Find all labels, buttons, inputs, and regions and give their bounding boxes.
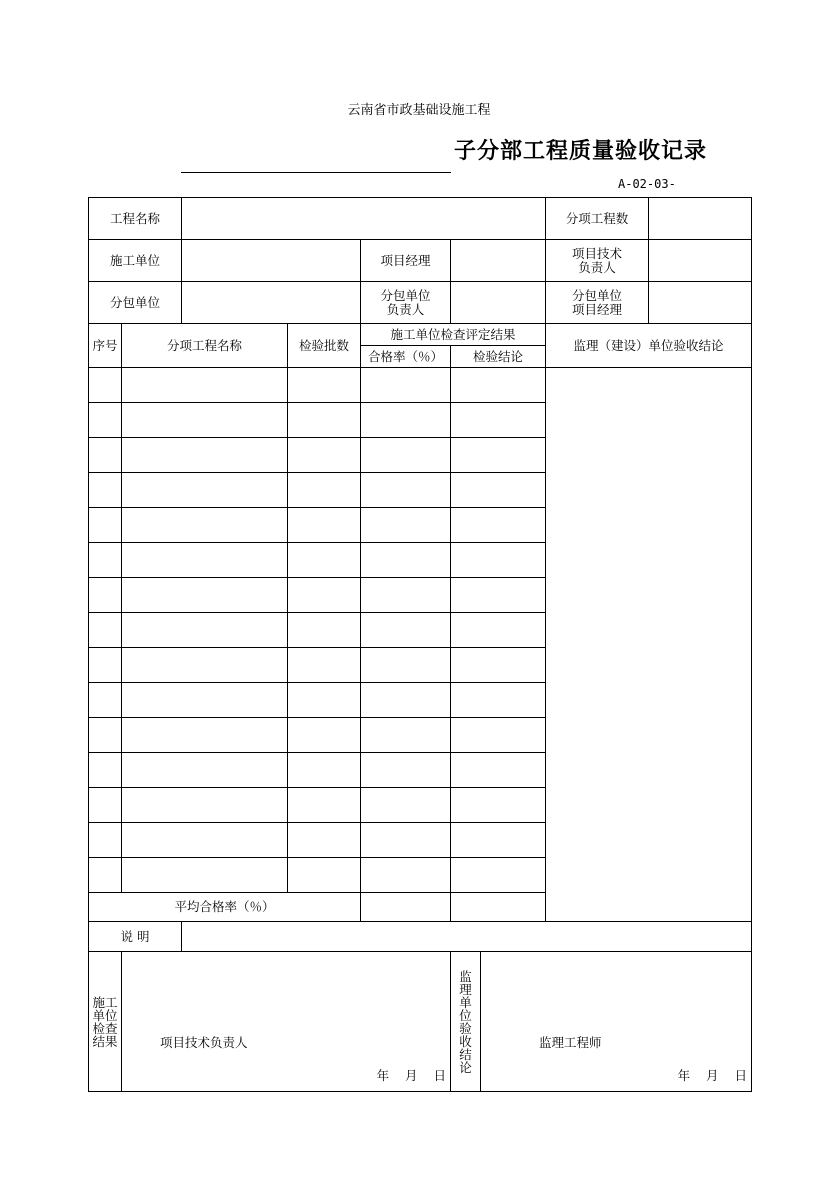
tech-lead-label [546,240,649,282]
document-subtitle: 云南省市政基础设施工程 [347,103,491,118]
row-pass-rate-cell[interactable] [361,403,451,438]
row-no-cell[interactable] [89,578,122,613]
row-batches-cell[interactable] [288,438,361,473]
row-conclusion-cell[interactable] [451,718,546,753]
row-pass-rate-cell[interactable] [361,438,451,473]
notes-label: 说 明 [89,922,182,952]
sub-lead-label [361,282,451,324]
row-no-cell[interactable] [89,403,122,438]
row-conclusion-cell[interactable] [451,473,546,508]
supervision-signoff-wrapper [451,952,752,1092]
row-conclusion-cell[interactable] [451,578,546,613]
row-item-cell[interactable] [122,508,288,543]
supervision-signoff-area[interactable] [481,952,751,1091]
constructor-label: 施工单位 [89,240,182,282]
sub-lead-label-line1: 分包单位 [380,287,431,303]
row-batches-cell[interactable] [288,683,361,718]
row-conclusion-cell[interactable] [451,403,546,438]
row-batches-cell[interactable] [288,403,361,438]
tech-lead-label-line1: 项目技术 [572,245,623,261]
row-pass-rate-cell[interactable] [361,368,451,403]
row-conclusion-cell[interactable] [451,753,546,788]
supervision-date: 年 月 日 [677,1068,748,1083]
tech-lead-signature-label: 项目技术负责人 [160,1035,248,1050]
row-no-cell[interactable] [89,753,122,788]
constructor-signoff-area[interactable] [122,952,451,1092]
manager-label: 项目经理 [361,240,451,282]
row-batches-cell[interactable] [288,578,361,613]
project-name-field[interactable] [182,198,546,240]
row-item-cell[interactable] [122,683,288,718]
sub-manager-label-line1: 分包单位 [572,287,623,303]
row-batches-cell[interactable] [288,368,361,403]
row-item-cell[interactable] [122,718,288,753]
row-no-cell[interactable] [89,858,122,893]
supervision-signoff-inner [451,952,751,1091]
row-conclusion-cell[interactable] [451,438,546,473]
row-item-cell[interactable] [122,613,288,648]
constructor-result-label [89,952,122,1092]
col-header-conclusion: 检验结论 [451,346,546,368]
row-item-cell[interactable] [122,438,288,473]
row-conclusion-cell[interactable] [451,543,546,578]
sub-manager-label [546,282,649,324]
sub-lead-label-line2: 负责人 [386,301,425,317]
subcontractor-field[interactable] [182,282,361,324]
row-conclusion-cell[interactable] [451,368,546,403]
constructor-date: 年 月 日 [376,1068,447,1083]
row-conclusion-cell[interactable] [451,823,546,858]
item-count-label: 分项工程数 [546,198,649,240]
row-no-cell[interactable] [89,613,122,648]
row-item-cell[interactable] [122,473,288,508]
project-name-label: 工程名称 [89,198,182,240]
row-conclusion-cell[interactable] [451,858,546,893]
row-pass-rate-cell[interactable] [361,543,451,578]
row-no-cell[interactable] [89,368,122,403]
row-batches-cell[interactable] [288,543,361,578]
row-no-cell[interactable] [89,648,122,683]
form-code: A-02-03- [618,177,676,191]
row-no-cell[interactable] [89,788,122,823]
row-item-cell[interactable] [122,788,288,823]
col-header-no: 序号 [89,324,122,368]
avg-conclusion-field[interactable] [451,893,546,922]
row-no-cell[interactable] [89,823,122,858]
tech-lead-label-line2: 负责人 [578,259,616,275]
row-no-cell[interactable] [89,473,122,508]
row-pass-rate-cell[interactable] [361,508,451,543]
row-batches-cell[interactable] [288,718,361,753]
tech-lead-field[interactable] [649,240,752,282]
row-batches-cell[interactable] [288,473,361,508]
row-item-cell[interactable] [122,753,288,788]
col-header-eval-group: 施工单位检查评定结果 [361,324,546,346]
row-conclusion-cell[interactable] [451,648,546,683]
row-batches-cell[interactable] [288,858,361,893]
constructor-result-label-text: 施工单位检查结果 [92,994,118,1049]
row-conclusion-cell[interactable] [451,788,546,823]
col-header-supervision: 监理（建设）单位验收结论 [546,324,752,368]
manager-field[interactable] [451,240,546,282]
row-no-cell[interactable] [89,718,122,753]
row-batches-cell[interactable] [288,648,361,683]
constructor-field[interactable] [182,240,361,282]
row-pass-rate-cell[interactable] [361,613,451,648]
sub-manager-field[interactable] [649,282,752,324]
row-item-cell[interactable] [122,858,288,893]
row-item-cell[interactable] [122,823,288,858]
row-no-cell[interactable] [89,683,122,718]
row-batches-cell[interactable] [288,613,361,648]
row-batches-cell[interactable] [288,753,361,788]
acceptance-form [88,197,752,1092]
row-pass-rate-cell[interactable] [361,718,451,753]
row-conclusion-cell[interactable] [451,508,546,543]
row-pass-rate-cell[interactable] [361,858,451,893]
supervision-label-col [451,952,481,1091]
row-pass-rate-cell[interactable] [361,823,451,858]
item-count-field[interactable] [649,198,752,240]
document-title: 子分部工程质量验收记录 [454,139,708,164]
row-pass-rate-cell[interactable] [361,683,451,718]
title-underline [181,172,451,173]
row-batches-cell[interactable] [288,508,361,543]
avg-pass-rate-label: 平均合格率（％） [89,893,361,922]
supervision-conclusion-field[interactable] [546,368,752,922]
col-header-batches: 检验批数 [288,324,361,368]
col-header-item: 分项工程名称 [122,324,288,368]
row-item-cell[interactable] [122,578,288,613]
notes-field[interactable] [182,922,752,952]
sub-lead-field[interactable] [451,282,546,324]
row-pass-rate-cell[interactable] [361,578,451,613]
row-item-cell[interactable] [122,368,288,403]
row-conclusion-cell[interactable] [451,613,546,648]
row-pass-rate-cell[interactable] [361,648,451,683]
subcontractor-label: 分包单位 [89,282,182,324]
row-pass-rate-cell[interactable] [361,753,451,788]
row-item-cell[interactable] [122,403,288,438]
row-batches-cell[interactable] [288,788,361,823]
row-no-cell[interactable] [89,508,122,543]
sub-manager-label-line2: 项目经理 [572,301,623,317]
row-no-cell[interactable] [89,438,122,473]
engineer-signature-label: 监理工程师 [539,1035,602,1050]
col-header-pass-rate: 合格率（％） [361,346,451,368]
row-conclusion-cell[interactable] [451,683,546,718]
supervision-label-text: 监理单位验收结论 [459,968,472,1075]
row-pass-rate-cell[interactable] [361,473,451,508]
row-item-cell[interactable] [122,543,288,578]
row-item-cell[interactable] [122,648,288,683]
row-pass-rate-cell[interactable] [361,788,451,823]
avg-pass-rate-field[interactable] [361,893,451,922]
row-no-cell[interactable] [89,543,122,578]
row-batches-cell[interactable] [288,823,361,858]
